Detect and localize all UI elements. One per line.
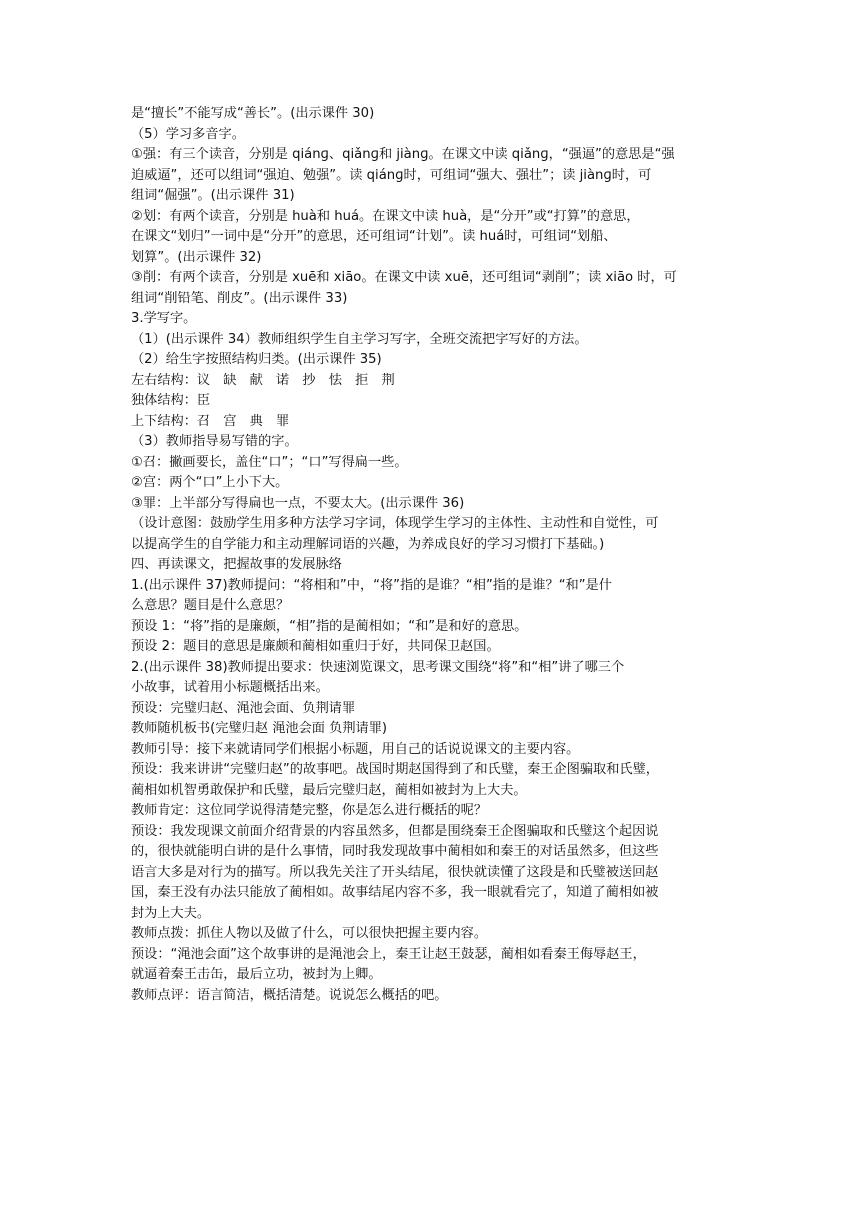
text-line: 2.(出示课件 38)教师提出要求：快速浏览课文，思考课文围绕“将”和“相”讲了哪三个	[131, 659, 625, 675]
text-line: 左右结构：议 缺 献 诺 抄 怯 拒 荆	[131, 372, 395, 388]
text-line: 划算”。(出示课件 32)	[131, 249, 262, 265]
text-line: 蔺相如机智勇敢保护和氏璧，最后完璧归赵，蔺相如被封为上大夫。	[131, 782, 527, 798]
text-line: ①强：有三个读音，分别是 qiánɡ、qiǎnɡ和 jiànɡ。在课文中读 qiǎnɡ，“强逼”的意思是“强	[131, 147, 675, 162]
text-line: 小故事，试着用小标题概括出来。	[131, 680, 329, 695]
text-line: 在课文“划归”一词中是“分开”的意思，还可组词“计划”。读 huá时，可组词“划船、	[131, 229, 617, 244]
text-line: 是“擅长”不能写成“善长”。(出示课件 30)	[131, 106, 375, 121]
text-line: 教师点评：语言简洁，概括清楚。说说怎么概括的吧。	[131, 987, 448, 1003]
text-line: ①召：撇画要长，盖住“口”；“口”写得扁一些。	[131, 454, 408, 470]
text-line: 四、再读课文，把握故事的发展脉络	[131, 557, 342, 572]
text-line: ②宫：两个“口”上小下大。	[131, 475, 289, 490]
text-line: 以提高学生的自学能力和主动理解词语的兴趣，为养成良好的学习习惯打下基础。)	[131, 536, 605, 552]
text-line: （2）给生字按照结构归类。(出示课件 35)	[131, 352, 382, 367]
text-line: 预设：完璧归赵、渑池会面、负荆请罪	[131, 700, 356, 716]
text-line: （3）教师指导易写错的字。	[131, 434, 298, 449]
text-line: 预设 1：“将”指的是廉颇，“相”指的是蔺相如；“和”是和好的意思。	[131, 618, 528, 634]
text-line: 组词“削铅笔、削皮”。(出示课件 33)	[131, 290, 348, 306]
text-line: 1.(出示课件 37)教师提问：“将相和”中，“将”指的是谁？“相”指的是谁？“和”是什	[131, 577, 612, 593]
text-line: 么意思？题目是什么意思？	[131, 598, 290, 613]
text-line: 组词“倔强”。(出示课件 31)	[131, 188, 295, 203]
text-line: 预设：“渑池会面”这个故事讲的是渑池会上，秦王让赵王鼓瑟，蔺相如看秦王侮辱赵王，	[131, 946, 646, 962]
text-line: 预设 2：题目的意思是廉颇和蔺相如重归于好，共同保卫赵国。	[131, 639, 500, 654]
text-line: ③罪：上半部分写得扁也一点，不要太大。(出示课件 36)	[131, 495, 465, 511]
text-line: 国，秦王没有办法只能放了蔺相如。故事结尾内容不多，我一眼就看完了，知道了蔺相如被	[131, 885, 659, 900]
text-line: 语言大多是对行为的描写。所以我先关注了开头结尾，很快就读懂了这段是和氏璧被送回赵	[131, 864, 659, 880]
text-line: 上下结构：召 宫 典 罪	[131, 413, 290, 429]
text-line: （1）(出示课件 34）教师组织学生自主学习写字，全班交流把字写好的方法。	[131, 331, 588, 347]
text-line: 教师点拨：抓住人物以及做了什么，可以很快把握主要内容。	[131, 926, 488, 941]
text-line: 3.学写字。	[131, 311, 197, 326]
text-line: 教师肯定：这位同学说得清楚完整，你是怎么进行概括的呢？	[131, 803, 488, 818]
text-line: 的，很快就能明白讲的是什么事情，同时我发现故事中蔺相如和秦王的对话虽然多，但这些	[131, 844, 659, 859]
text-line: 教师随机板书(完璧归赵 渑池会面 负荆请罪)	[131, 721, 388, 736]
text-line: ③削：有两个读音，分别是 xuē和 xiāo。在课文中读 xuē，还可组词“剥削”；读 xiāo 时，可	[131, 270, 677, 285]
text-line: （5）学习多音字。	[131, 126, 245, 142]
document-body	[131, 104, 731, 1006]
text-line: 迫威逼”，还可以组词“强迫、勉强”。读 qiánɡ时，可组词“强大、强壮”；读 jiànɡ时，可	[131, 167, 652, 183]
text-line: 预设：我发现课文前面介绍背景的内容虽然多，但都是围绕秦王企图骗取和氏璧这个起因说	[131, 823, 659, 839]
text-line: （设计意图：鼓励学生用多种方法学习字词，体现学生学习的主体性、主动性和自觉性，可	[131, 516, 659, 531]
text-line: 就逼着秦王击缶，最后立功，被封为上卿。	[131, 967, 382, 982]
text-line: 预设：我来讲讲“完璧归赵”的故事吧。战国时期赵国得到了和氏璧，秦王企图骗取和氏璧，	[131, 762, 659, 777]
text-line: 封为上大夫。	[131, 905, 211, 921]
text-line: 教师引导：接下来就请同学们根据小标题，用自己的话说说课文的主要内容。	[131, 741, 580, 757]
text-line: 独体结构：臣	[131, 393, 211, 408]
text-line: ②划：有两个读音，分别是 huà和 huá。在课文中读 huà，是“分开”或“打算”的意思，	[131, 208, 640, 224]
